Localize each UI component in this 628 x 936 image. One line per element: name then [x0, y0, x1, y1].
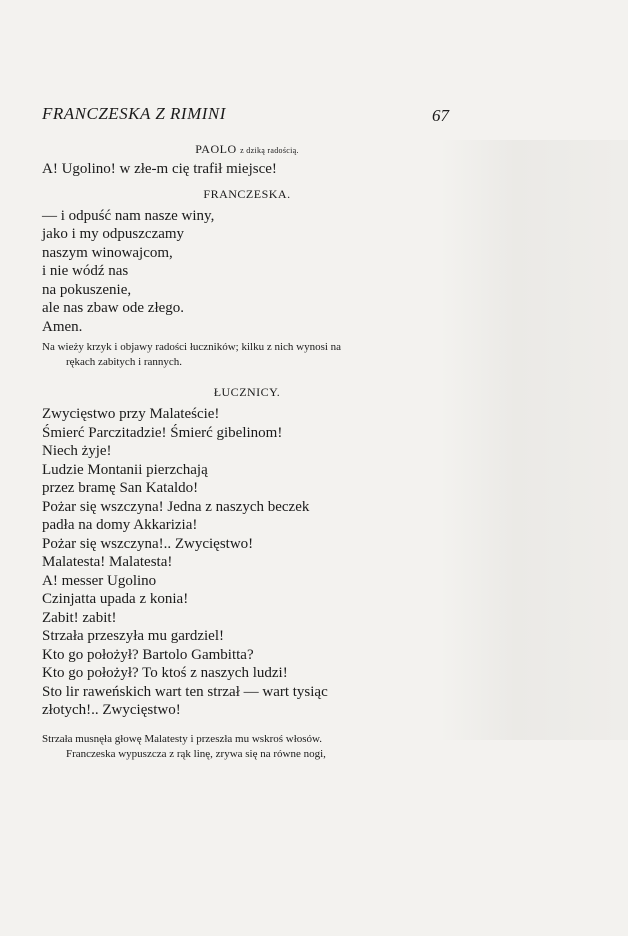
- verse-line: Zwycięstwo przy Malateście!: [42, 406, 220, 422]
- speaker-franczeska: FRANCZESKA.: [203, 186, 291, 201]
- stage-line: Franczeska wypuszcza z rąk linę, zrywa się na równe nogi,: [66, 747, 326, 760]
- verse-line: Ludzie Montanii pierzchają: [42, 461, 208, 478]
- verse-line: — i odpuść nam nasze winy,: [42, 207, 215, 224]
- verse-line: Zabit! zabit!: [42, 609, 117, 626]
- verse-line: padła na domy Akkarizia!: [42, 517, 198, 533]
- verse-line: Strzała przeszyła mu gardziel!: [42, 628, 224, 644]
- verse-line: złotych!.. Zwycięstwo!: [42, 702, 181, 718]
- verse-line: jako i my odpuszczamy: [42, 226, 185, 242]
- verse-line: Pożar się wszczyna!.. Zwycięstwo!: [42, 535, 254, 552]
- page-body: [42, 140, 452, 762]
- verse-line: Czinjatta upada z konia!: [42, 591, 189, 607]
- running-title: FRANCZESKA Z RIMINI: [42, 104, 226, 123]
- verse-line: Śmierć Parczitadzie! Śmierć gibelinom!: [42, 424, 283, 441]
- stage-direction-2: [42, 732, 452, 762]
- verse-line: naszym winowajcom,: [42, 244, 173, 261]
- stage-direction-1: [42, 340, 452, 370]
- verse-line: ale nas zbaw ode złego.: [42, 300, 185, 316]
- verse-line: Malatesta! Malatesta!: [42, 554, 173, 570]
- speaker-name: PAOLO: [195, 142, 237, 156]
- verse-line: na pokuszenie,: [42, 281, 132, 298]
- verse-line: Niech żyje!: [42, 443, 112, 459]
- page-number: 67: [432, 106, 449, 125]
- speaker-lucznicy: ŁUCZNICY.: [213, 385, 281, 399]
- verse-line: Pożar się wszczyna! Jedna z naszych beczek: [42, 498, 310, 515]
- show-through-shadow: [440, 140, 628, 740]
- speaker-paolo: [42, 142, 452, 157]
- verse-block-paolo: [42, 160, 452, 179]
- stage-line: Strzała musnęła głowę Malatesty i przeszła mu wskroś włosów.: [42, 732, 323, 745]
- stage-line: rękach zabitych i rannych.: [66, 356, 183, 368]
- verse-block-lucznicy: [42, 405, 452, 720]
- verse-line: przez bramę San Kataldo!: [42, 480, 199, 496]
- verse-line: A! Ugolino! w złe-m cię trafił miejsce!: [42, 161, 277, 177]
- verse-line: i nie wódź nas: [42, 263, 129, 279]
- verse-line: Sto lir raweńskich wart ten strzał — wart tysiąc: [42, 683, 328, 700]
- verse-line: Amen.: [42, 318, 83, 335]
- speaker-action: z dziką radością.: [240, 146, 299, 155]
- verse-line: Kto go położył? Bartolo Gambitta?: [42, 646, 254, 663]
- stage-line: Na wieży krzyk i objawy radości łuczników; kilku z nich wynosi na: [42, 341, 342, 353]
- verse-line: Kto go położył? To ktoś z naszych ludzi!: [42, 665, 288, 681]
- verse-line: A! messer Ugolino: [42, 572, 157, 589]
- verse-block-franczeska: [42, 207, 452, 337]
